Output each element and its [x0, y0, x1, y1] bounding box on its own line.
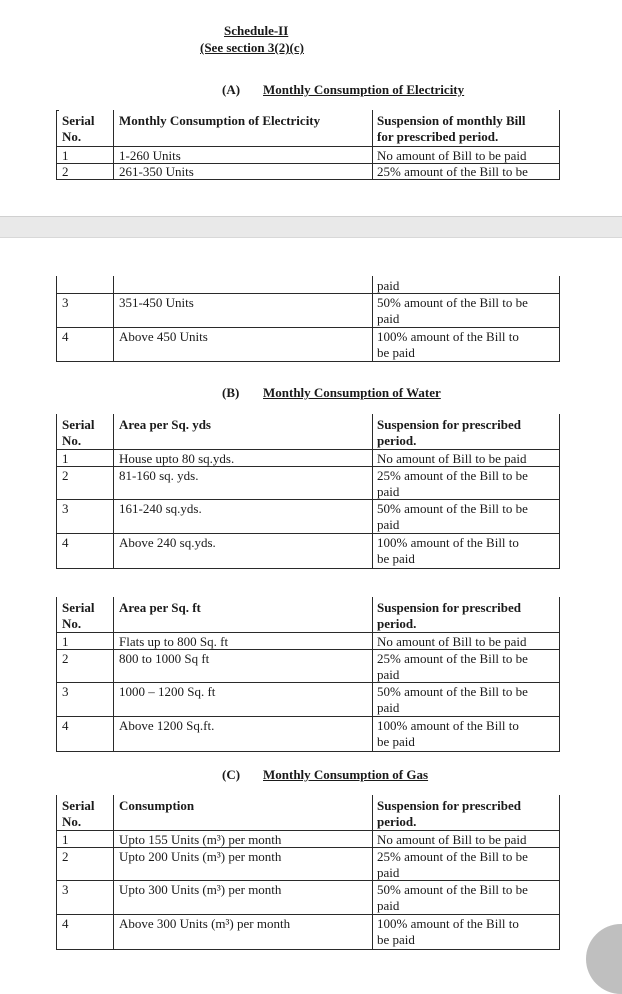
serial-cell: 1	[62, 634, 69, 649]
suspension-cell: 25% amount of the Bill to be	[377, 849, 528, 864]
suspension-cell: 100% amount of the Bill to	[377, 535, 519, 550]
header-suspension: Suspension for prescribed	[377, 417, 521, 432]
suspension-cell: be paid	[377, 734, 415, 749]
header-serial: Serial	[62, 798, 95, 813]
corner-scroll-button[interactable]	[586, 924, 622, 994]
suspension-cell: paid	[377, 484, 400, 499]
serial-cell: 2	[62, 849, 69, 864]
serial-cell: 2	[62, 651, 69, 666]
section-c-title: Monthly Consumption of Gas	[263, 767, 429, 782]
range-cell: Upto 200 Units (m³) per month	[119, 849, 282, 864]
suspension-cell: 25% amount of the Bill to be	[377, 651, 528, 666]
suspension-cell: 100% amount of the Bill to	[377, 718, 519, 733]
header-area: Area per Sq. ft	[119, 600, 201, 615]
serial-cell: 1	[62, 832, 69, 847]
suspension-cell: 100% amount of the Bill to	[377, 329, 519, 344]
range-cell: Above 300 Units (m³) per month	[119, 916, 291, 931]
serial-cell: 4	[62, 916, 69, 931]
range-cell: Above 240 sq.yds.	[119, 535, 216, 550]
header-serial: Serial	[62, 600, 95, 615]
suspension-cell: be paid	[377, 932, 415, 947]
suspension-cell: No amount of Bill to be paid	[377, 634, 527, 649]
suspension-cell: 50% amount of the Bill to be	[377, 684, 528, 699]
header-suspension: Suspension for prescribed	[377, 798, 521, 813]
suspension-cell: paid	[377, 667, 400, 682]
range-cell: 1000 – 1200 Sq. ft	[119, 684, 216, 699]
suspension-cell: paid	[377, 865, 400, 880]
header-consumption: Consumption	[119, 798, 195, 813]
header-consumption: Monthly Consumption of Electricity	[119, 113, 321, 128]
serial-cell: 1	[62, 451, 69, 466]
header-suspension-2: period.	[377, 433, 417, 448]
range-cell: 351-450 Units	[119, 295, 194, 310]
range-cell: 1-260 Units	[119, 148, 181, 163]
serial-cell: 3	[62, 882, 69, 897]
suspension-cell: paid	[377, 517, 400, 532]
suspension-cell: be paid	[377, 551, 415, 566]
range-cell: Flats up to 800 Sq. ft	[119, 634, 229, 649]
range-cell: Above 1200 Sq.ft.	[119, 718, 215, 733]
page-break	[0, 216, 622, 238]
header-no: No.	[62, 433, 82, 448]
header-suspension-2: period.	[377, 616, 417, 631]
suspension-cell: paid	[377, 278, 400, 293]
header-serial: Serial	[62, 113, 95, 128]
header-no: No.	[62, 129, 82, 144]
header-suspension: Suspension for prescribed	[377, 600, 521, 615]
serial-cell: 2	[62, 164, 69, 179]
suspension-cell: paid	[377, 700, 400, 715]
header-suspension: Suspension of monthly Bill	[377, 113, 526, 128]
suspension-cell: paid	[377, 898, 400, 913]
suspension-cell: 50% amount of the Bill to be	[377, 882, 528, 897]
serial-cell: 4	[62, 535, 69, 550]
range-cell: 81-160 sq. yds.	[119, 468, 199, 483]
schedule-title: Schedule-II	[224, 23, 289, 38]
suspension-cell: 100% amount of the Bill to	[377, 916, 519, 931]
range-cell: Above 450 Units	[119, 329, 208, 344]
section-c-letter: (C)	[222, 767, 241, 782]
serial-cell: 3	[62, 684, 69, 699]
see-section-note: (See section 3(2)(c)	[200, 40, 304, 55]
suspension-cell: No amount of Bill to be paid	[377, 451, 527, 466]
header-area: Area per Sq. yds	[119, 417, 211, 432]
section-b-letter: (B)	[222, 385, 240, 400]
serial-cell: 4	[62, 718, 69, 733]
suspension-cell: paid	[377, 311, 400, 326]
header-no: No.	[62, 814, 82, 829]
range-cell: 800 to 1000 Sq ft	[119, 651, 210, 666]
range-cell: 161-240 sq.yds.	[119, 501, 202, 516]
section-a-title: Monthly Consumption of Electricity	[263, 82, 465, 97]
header-suspension-2: for prescribed period.	[377, 129, 499, 144]
serial-cell: 2	[62, 468, 69, 483]
range-cell: 261-350 Units	[119, 164, 194, 179]
serial-cell: 1	[62, 148, 69, 163]
suspension-cell: 50% amount of the Bill to be	[377, 501, 528, 516]
serial-cell: 4	[62, 329, 69, 344]
suspension-cell: No amount of Bill to be paid	[377, 832, 527, 847]
range-cell: House upto 80 sq.yds.	[119, 451, 235, 466]
suspension-cell: No amount of Bill to be paid	[377, 148, 527, 163]
suspension-cell: 25% amount of the Bill to be	[377, 468, 528, 483]
header-suspension-2: period.	[377, 814, 417, 829]
range-cell: Upto 300 Units (m³) per month	[119, 882, 282, 897]
suspension-cell: 50% amount of the Bill to be	[377, 295, 528, 310]
range-cell: Upto 155 Units (m³) per month	[119, 832, 282, 847]
serial-cell: 3	[62, 501, 69, 516]
section-b-title: Monthly Consumption of Water	[263, 385, 441, 400]
serial-cell: 3	[62, 295, 69, 310]
suspension-cell: 25% amount of the Bill to be	[377, 164, 528, 179]
suspension-cell: be paid	[377, 345, 415, 360]
section-a-letter: (A)	[222, 82, 241, 97]
header-serial: Serial	[62, 417, 95, 432]
header-no: No.	[62, 616, 82, 631]
